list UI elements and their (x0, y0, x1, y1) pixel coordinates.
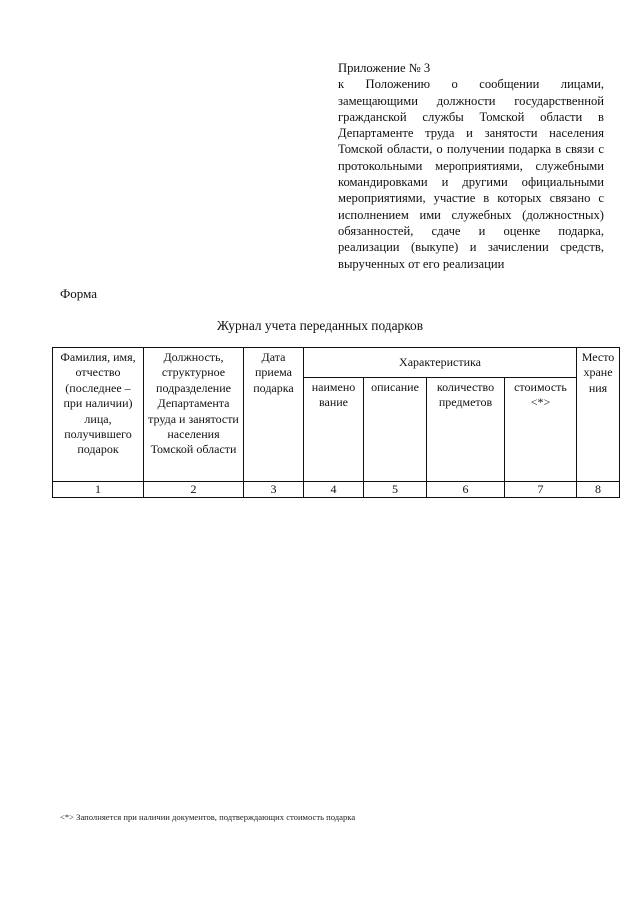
footnote: <*> Заполняется при наличии документов, подтверждающих стоимость подарка (60, 812, 356, 822)
column-number: 5 (364, 482, 427, 498)
column-number: 8 (577, 482, 620, 498)
header-cost: стоимость <*> (505, 378, 577, 482)
appendix-text: к Положению о сообщении лицами, замещающими должности государственной гражданской службы Томской области в Департаменте труда и занятости населения Томской области, о получении подарка в связи с протокольными мероприятиями, служебными командировками и другими официальными мероприятиями, участие в которых связано с исполнением ими служебных (должностных) обязанностей, сдаче и оценке подарка, реализации (выкупе) и зачислении средств, вырученных от его реализации (338, 77, 604, 271)
appendix-title: Приложение № 3 (338, 61, 431, 75)
column-number: 1 (53, 482, 144, 498)
column-number: 3 (244, 482, 304, 498)
column-number: 6 (427, 482, 505, 498)
journal-title: Журнал учета переданных подарков (216, 318, 424, 333)
journal-table (52, 347, 620, 498)
header-storage-place: Место хране ния (577, 348, 620, 482)
header-full-name: Фамилия, имя, отчество (последнее – при наличии) лица, получившего подарок (53, 348, 144, 482)
header-item-name: наимено вание (304, 378, 364, 482)
header-position: Должность, структурное подразделение Департамента труда и занятости населения Томской области (144, 348, 244, 482)
column-number: 4 (304, 482, 364, 498)
header-description: описание (364, 378, 427, 482)
form-label: Форма (60, 286, 97, 301)
column-number: 7 (505, 482, 577, 498)
header-item-count: количество предметов (427, 378, 505, 482)
column-number: 2 (144, 482, 244, 498)
column-number-row (53, 482, 620, 498)
appendix-block (338, 60, 604, 272)
header-characteristics: Характеристика (304, 348, 577, 378)
header-reception-date: Дата приема подарка (244, 348, 304, 482)
